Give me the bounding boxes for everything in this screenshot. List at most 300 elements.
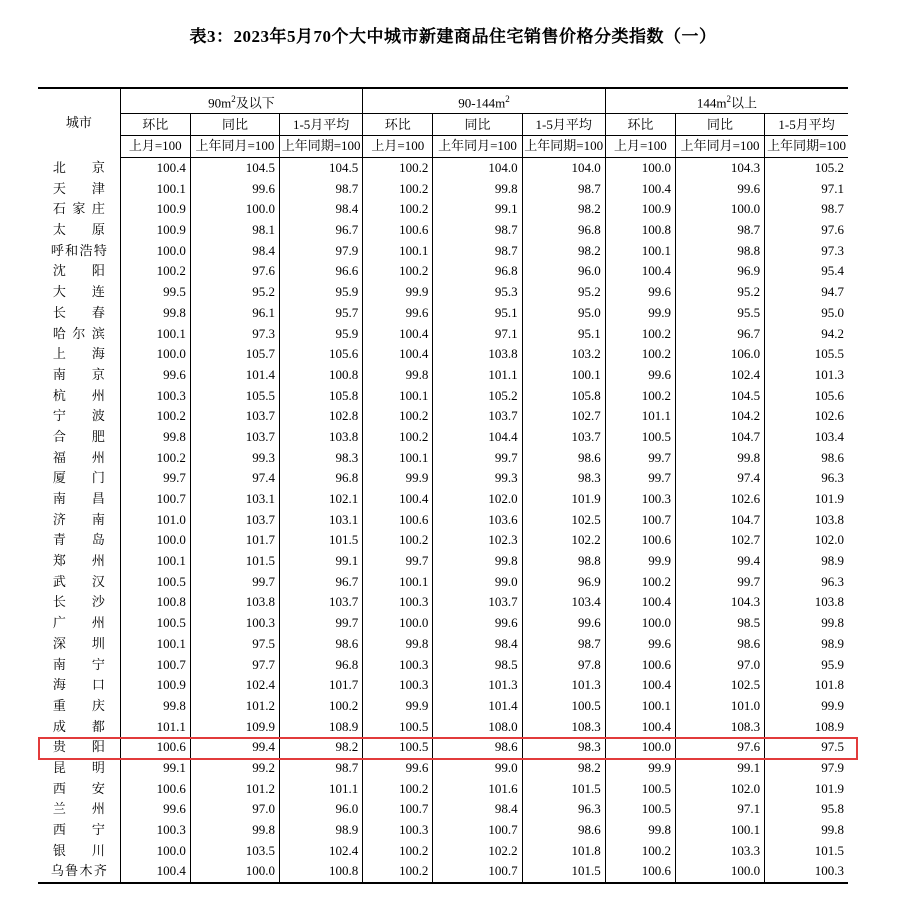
base-header: 上年同月=100 [675,136,764,158]
index-value: 98.4 [190,240,279,261]
city-name: 济南 [52,511,105,527]
index-value: 97.7 [190,654,279,675]
index-value: 108.3 [675,716,764,737]
city-name: 南京 [52,366,105,382]
index-value: 98.7 [433,220,522,241]
index-value: 99.8 [120,696,190,717]
city-name: 上海 [52,346,105,362]
table-row [38,385,848,406]
index-value: 108.0 [433,716,522,737]
index-value: 98.7 [280,758,363,779]
index-value: 105.6 [280,344,363,365]
index-value: 101.5 [522,861,605,883]
city-name: 南昌 [52,491,105,507]
index-value: 99.8 [433,178,522,199]
index-value: 100.2 [363,530,433,551]
index-value: 103.8 [190,592,279,613]
index-value: 100.2 [363,406,433,427]
index-value: 99.3 [190,447,279,468]
index-value: 100.0 [605,737,675,758]
index-value: 100.1 [363,447,433,468]
index-value: 98.7 [280,178,363,199]
city-name: 西安 [52,780,105,796]
subcolumn-header: 同比 [190,114,279,136]
index-value: 98.6 [280,634,363,655]
base-header: 上月=100 [605,136,675,158]
index-value: 103.7 [433,406,522,427]
subcolumn-header: 同比 [433,114,522,136]
index-value: 103.8 [765,592,848,613]
index-value: 96.6 [280,261,363,282]
index-value: 99.7 [605,447,675,468]
city-name: 深圳 [52,635,105,651]
city-name: 石家庄 [52,201,105,217]
index-value: 99.8 [120,303,190,324]
index-value: 100.2 [363,427,433,448]
index-value: 98.7 [433,240,522,261]
index-value: 99.4 [675,551,764,572]
index-value: 101.3 [433,675,522,696]
index-value: 97.1 [765,178,848,199]
index-value: 100.8 [280,861,363,883]
table-row [38,551,848,572]
table-row [38,592,848,613]
index-value: 99.8 [605,820,675,841]
index-value: 105.8 [522,385,605,406]
index-value: 103.8 [280,427,363,448]
index-value: 100.7 [433,820,522,841]
index-value: 101.0 [120,509,190,530]
index-value: 99.6 [605,282,675,303]
index-value: 103.7 [190,427,279,448]
index-value: 102.6 [765,406,848,427]
table-row [38,406,848,427]
subcolumn-header: 环比 [363,114,433,136]
table-row [38,468,848,489]
index-value: 98.6 [522,447,605,468]
index-value: 103.1 [190,489,279,510]
index-value: 100.2 [363,178,433,199]
index-value: 100.1 [363,385,433,406]
index-value: 96.8 [433,261,522,282]
index-value: 100.1 [675,820,764,841]
index-value: 103.5 [190,840,279,861]
city-name: 宁波 [52,408,105,424]
index-value: 106.0 [675,344,764,365]
index-value: 108.3 [522,716,605,737]
table-row [38,530,848,551]
city-name: 郑州 [52,553,105,569]
index-value: 108.9 [280,716,363,737]
city-name: 海口 [52,677,105,693]
city-name: 合肥 [52,428,105,444]
index-value: 100.0 [190,199,279,220]
index-value: 101.1 [605,406,675,427]
index-value: 100.5 [120,613,190,634]
index-value: 95.9 [280,282,363,303]
index-value: 100.0 [120,240,190,261]
index-value: 99.6 [363,758,433,779]
city-name: 厦门 [52,470,105,486]
index-value: 100.1 [120,551,190,572]
index-value: 98.7 [675,220,764,241]
index-value: 97.1 [433,323,522,344]
index-value: 100.3 [765,861,848,883]
index-value: 102.7 [522,406,605,427]
base-header: 上月=100 [363,136,433,158]
table-row [38,654,848,675]
table-row [38,240,848,261]
index-value: 104.0 [522,157,605,178]
index-value: 103.8 [765,509,848,530]
index-value: 100.3 [363,675,433,696]
city-name: 呼和浩特 [50,242,107,258]
index-value: 101.4 [433,696,522,717]
index-value: 96.3 [522,799,605,820]
index-value: 100.2 [605,344,675,365]
index-value: 100.0 [120,344,190,365]
index-value: 108.9 [765,716,848,737]
index-value: 99.9 [605,303,675,324]
index-value: 100.2 [120,406,190,427]
index-value: 99.6 [363,303,433,324]
index-value: 97.6 [675,737,764,758]
index-value: 105.5 [765,344,848,365]
index-value: 100.7 [120,489,190,510]
index-value: 109.9 [190,716,279,737]
index-value: 95.1 [522,323,605,344]
city-name: 武汉 [52,573,105,589]
index-value: 100.6 [605,861,675,883]
index-value: 101.4 [190,365,279,386]
index-value: 104.7 [675,427,764,448]
city-name: 银川 [52,842,105,858]
index-value: 100.0 [363,613,433,634]
index-value: 97.0 [675,654,764,675]
index-value: 99.9 [605,551,675,572]
index-value: 98.2 [522,240,605,261]
index-value: 101.5 [522,778,605,799]
index-value: 96.3 [765,571,848,592]
city-name: 青岛 [52,532,105,548]
city-name: 广州 [52,615,105,631]
index-value: 99.6 [120,799,190,820]
index-value: 96.0 [522,261,605,282]
city-name: 哈尔滨 [52,325,105,341]
index-value: 101.1 [433,365,522,386]
index-value: 97.3 [190,323,279,344]
table-row [38,634,848,655]
index-value: 105.8 [280,385,363,406]
index-value: 98.3 [522,468,605,489]
index-value: 100.3 [190,613,279,634]
table-row [38,427,848,448]
index-value: 102.8 [280,406,363,427]
index-value: 99.6 [190,178,279,199]
city-name: 杭州 [52,387,105,403]
index-value: 100.2 [363,840,433,861]
base-header: 上年同月=100 [190,136,279,158]
table-row [38,571,848,592]
table-row [38,447,848,468]
index-value: 100.1 [605,696,675,717]
index-value: 96.9 [675,261,764,282]
index-value: 99.8 [363,365,433,386]
index-value: 100.2 [363,199,433,220]
index-value: 99.9 [363,696,433,717]
subcolumn-header: 1-5月平均 [280,114,363,136]
index-value: 94.7 [765,282,848,303]
index-value: 100.0 [675,199,764,220]
index-value: 100.4 [605,261,675,282]
index-value: 95.3 [433,282,522,303]
index-value: 100.5 [605,427,675,448]
index-value: 98.4 [433,799,522,820]
index-value: 100.4 [605,592,675,613]
index-value: 97.0 [190,799,279,820]
index-value: 101.3 [522,675,605,696]
subcolumn-header: 环比 [605,114,675,136]
index-value: 100.3 [120,820,190,841]
index-value: 100.0 [605,157,675,178]
table-row [38,157,848,178]
page-title: 表3：2023年5月70个大中城市新建商品住宅销售价格分类指数（一） [189,27,717,46]
index-value: 98.2 [522,758,605,779]
base-header: 上年同期=100 [280,136,363,158]
index-value: 99.7 [605,468,675,489]
index-value: 101.9 [522,489,605,510]
index-value: 96.8 [522,220,605,241]
index-value: 101.1 [120,716,190,737]
index-value: 100.0 [190,861,279,883]
index-value: 103.7 [433,592,522,613]
city-name: 沈阳 [52,263,105,279]
index-value: 101.5 [190,551,279,572]
index-value: 102.0 [675,778,764,799]
index-value: 95.0 [765,303,848,324]
index-value: 101.8 [522,840,605,861]
index-value: 102.5 [675,675,764,696]
index-value: 105.2 [765,157,848,178]
index-value: 99.9 [363,468,433,489]
index-value: 99.1 [120,758,190,779]
index-value: 101.1 [280,778,363,799]
group-header: $90m^2$及以下 [120,88,363,114]
index-value: 101.2 [190,778,279,799]
index-value: 98.9 [765,634,848,655]
index-value: 98.8 [522,551,605,572]
city-name: 长沙 [52,594,105,610]
index-value: 98.9 [765,551,848,572]
index-value: 95.5 [675,303,764,324]
index-value: 102.6 [675,489,764,510]
index-value: 100.0 [675,861,764,883]
index-value: 100.9 [120,675,190,696]
table-row [38,303,848,324]
group-header: $144m^2$以上 [605,88,848,114]
city-name: 南宁 [52,656,105,672]
index-value: 100.5 [363,737,433,758]
index-value: 97.4 [190,468,279,489]
index-value: 100.2 [363,261,433,282]
index-value: 99.8 [120,427,190,448]
index-value: 99.1 [280,551,363,572]
index-value: 100.4 [120,157,190,178]
index-value: 102.4 [190,675,279,696]
index-value: 99.8 [765,820,848,841]
index-value: 99.3 [433,468,522,489]
table-row [38,365,848,386]
index-value: 99.5 [120,282,190,303]
index-value: 100.6 [120,737,190,758]
index-value: 97.8 [522,654,605,675]
index-value: 104.7 [675,509,764,530]
index-value: 100.1 [363,240,433,261]
index-value: 97.6 [765,220,848,241]
index-value: 99.7 [280,613,363,634]
index-value: 98.2 [280,737,363,758]
index-value: 101.3 [765,365,848,386]
table-row [38,282,848,303]
index-value: 100.8 [120,592,190,613]
index-value: 100.5 [363,716,433,737]
index-value: 98.7 [765,199,848,220]
index-value: 100.7 [363,799,433,820]
subcolumn-header: 1-5月平均 [522,114,605,136]
index-value: 99.8 [765,613,848,634]
table-row [38,261,848,282]
index-value: 100.7 [120,654,190,675]
index-value: 101.2 [190,696,279,717]
index-value: 101.0 [675,696,764,717]
index-value: 100.1 [120,323,190,344]
subcolumn-header: 环比 [120,114,190,136]
table-row [38,820,848,841]
table-row [38,220,848,241]
index-value: 95.1 [433,303,522,324]
index-value: 99.7 [190,571,279,592]
index-value: 100.6 [120,778,190,799]
index-value: 95.4 [765,261,848,282]
index-value: 100.1 [363,571,433,592]
index-value: 96.8 [280,468,363,489]
index-value: 95.7 [280,303,363,324]
index-value: 95.9 [280,323,363,344]
index-value: 99.7 [363,551,433,572]
index-value: 99.6 [120,365,190,386]
index-value: 100.2 [120,261,190,282]
base-header: 上年同期=100 [765,136,848,158]
index-value: 95.0 [522,303,605,324]
index-value: 105.2 [433,385,522,406]
index-value: 100.1 [120,634,190,655]
index-value: 100.6 [605,530,675,551]
index-value: 100.2 [605,571,675,592]
index-value: 102.4 [675,365,764,386]
index-value: 103.2 [522,344,605,365]
index-value: 103.7 [190,509,279,530]
index-value: 98.2 [522,199,605,220]
index-value: 100.6 [363,509,433,530]
table-row [38,696,848,717]
subcolumn-header: 1-5月平均 [765,114,848,136]
index-value: 97.4 [675,468,764,489]
city-name: 天津 [52,180,105,196]
index-value: 97.1 [675,799,764,820]
index-value: 100.9 [120,220,190,241]
index-value: 100.2 [363,778,433,799]
index-value: 99.0 [433,758,522,779]
index-value: 98.1 [190,220,279,241]
index-value: 103.4 [765,427,848,448]
subcolumn-header: 同比 [675,114,764,136]
city-name: 兰州 [52,801,105,817]
index-value: 100.2 [363,861,433,883]
index-value: 99.6 [522,613,605,634]
index-value: 98.4 [433,634,522,655]
index-value: 104.3 [675,592,764,613]
city-name: 北京 [52,159,105,175]
index-value: 96.0 [280,799,363,820]
index-value: 100.9 [605,199,675,220]
index-value: 104.4 [433,427,522,448]
index-value: 103.4 [522,592,605,613]
index-value: 102.1 [280,489,363,510]
table-row [38,323,848,344]
city-name: 重庆 [52,697,105,713]
index-value: 96.8 [280,654,363,675]
city-name: 成都 [52,718,105,734]
highlight-box [38,737,858,760]
index-value: 100.0 [120,840,190,861]
index-value: 99.7 [675,571,764,592]
index-value: 98.3 [522,737,605,758]
index-value: 100.4 [363,323,433,344]
table-row [38,489,848,510]
index-value: 96.3 [765,468,848,489]
index-value: 100.3 [363,820,433,841]
index-value: 100.2 [363,157,433,178]
index-value: 103.7 [522,427,605,448]
index-value: 98.3 [280,447,363,468]
city-name: 西宁 [52,822,105,838]
index-value: 105.5 [190,385,279,406]
index-value: 101.5 [280,530,363,551]
index-value: 102.5 [522,509,605,530]
index-value: 99.8 [675,447,764,468]
index-value: 102.3 [433,530,522,551]
city-name: 福州 [52,449,105,465]
index-value: 97.9 [280,240,363,261]
index-value: 100.8 [605,220,675,241]
index-value: 98.5 [433,654,522,675]
city-name: 太原 [52,222,105,238]
index-value: 99.9 [765,696,848,717]
index-value: 99.1 [675,758,764,779]
table-row [38,675,848,696]
index-value: 100.5 [120,571,190,592]
index-value: 99.1 [433,199,522,220]
index-value: 100.4 [363,344,433,365]
index-value: 95.9 [765,654,848,675]
index-value: 98.6 [675,634,764,655]
index-value: 99.4 [190,737,279,758]
index-value: 104.5 [280,157,363,178]
index-value: 98.7 [522,178,605,199]
index-value: 103.1 [280,509,363,530]
index-value: 98.6 [522,820,605,841]
index-value: 100.7 [605,509,675,530]
